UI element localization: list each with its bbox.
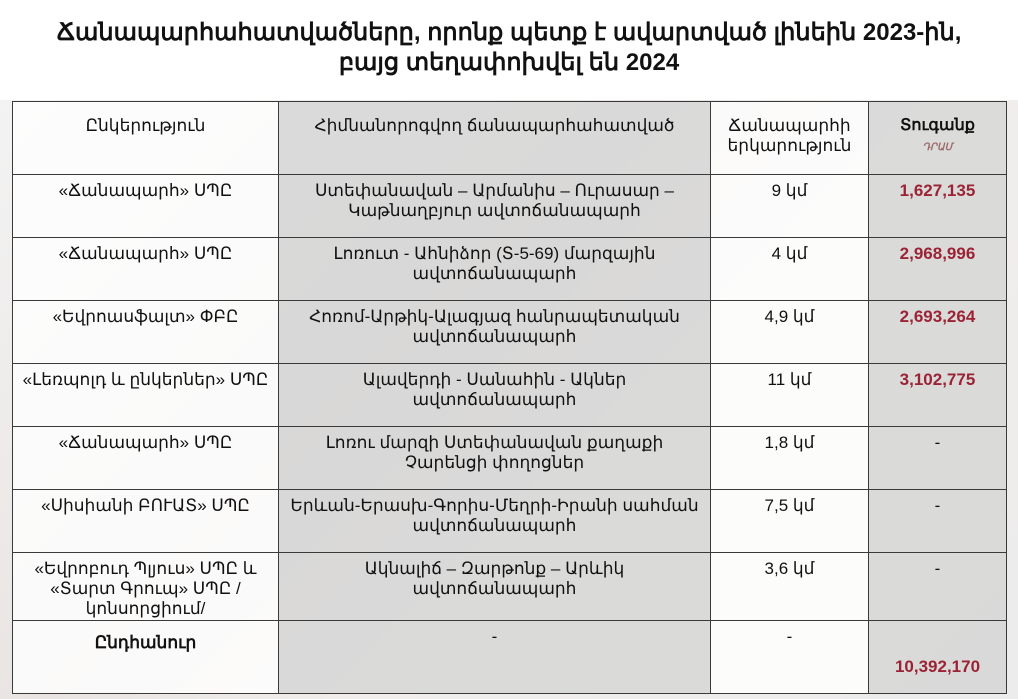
- cell-company: «Ճանապարհ» ՍՊԸ: [13, 175, 279, 238]
- cell-company: «Սիսիանի ԲՈՒԱՏ» ՍՊԸ: [13, 489, 279, 552]
- cell-company: «Լեռպոլդ և ընկերներ» ՍՊԸ: [13, 363, 279, 426]
- header-company: Ընկերություն: [13, 102, 279, 175]
- header-fine-unit: ԴՐԱՄ: [922, 142, 953, 153]
- title-line-1: Ճանապարհահատվածները, որոնք պետք է ավարտված լինեին 2023-ին,: [56, 19, 962, 46]
- cell-company: «Եվրոբուդ Պլյուս» ՍՊԸ և «Տարտ Գրուպ» ՍՊԸ /կոնսորցիում/: [13, 552, 279, 620]
- table-row: [13, 300, 1007, 363]
- header-section: Հիմնանորոգվող ճանապարհահատված: [279, 102, 711, 175]
- total-section: -: [279, 620, 711, 693]
- cell-company: «Ճանապարհ» ՍՊԸ: [13, 237, 279, 300]
- cell-fine: 3,102,775: [869, 363, 1007, 426]
- title-line-2: բայց տեղափոխվել են 2024: [338, 49, 680, 76]
- header-length: Ճանապարհի երկարություն: [711, 102, 869, 175]
- cell-length: 3,6 կմ: [711, 552, 869, 620]
- cell-section: Հոռոմ-Արթիկ-Ալագյազ հանրապետական ավտոճանապարհ: [279, 300, 711, 363]
- cell-section: Ստեփանավան – Արմանիս – Ուրասար – Կաթնաղբյուր ավտոճանապարհ: [279, 175, 711, 238]
- cell-fine: 1,627,135: [869, 175, 1007, 238]
- cell-section: Ալավերդի - Սանահին - Ակներ ավտոճանապարհ: [279, 363, 711, 426]
- table-row: [13, 426, 1007, 489]
- total-row: [13, 620, 1007, 693]
- cell-length: 11 կմ: [711, 363, 869, 426]
- cell-section: Երևան-Երասխ-Գորիս-Մեղրի-Իրանի սահման ավտոճանապարհ: [279, 489, 711, 552]
- page-title: [0, 18, 1018, 78]
- cell-length: 4,9 կմ: [711, 300, 869, 363]
- cell-fine: 2,693,264: [869, 300, 1007, 363]
- table-row: [13, 552, 1007, 620]
- table-header-row: [13, 102, 1007, 175]
- total-fine: 10,392,170: [869, 620, 1007, 693]
- cell-company: «Եվրոասֆալտ» ՓԲԸ: [13, 300, 279, 363]
- total-length: -: [711, 620, 869, 693]
- header-fine-label: Տուգանք: [900, 117, 975, 134]
- cell-section: Լոռու մարզի Ստեփանավան քաղաքի Չարենցի փողոցներ: [279, 426, 711, 489]
- cell-fine: -: [869, 552, 1007, 620]
- cell-section: Ակնալիճ – Զարթոնք – Արևիկ ավտոճանապարհ: [279, 552, 711, 620]
- cell-length: 4 կմ: [711, 237, 869, 300]
- fines-table: [12, 101, 1007, 694]
- cell-length: 9 կմ: [711, 175, 869, 238]
- cell-section: Լոռուտ - Ահնիձոր (Տ-5-69) մարզային ավտոճանապարհ: [279, 237, 711, 300]
- table-row: [13, 175, 1007, 238]
- table-row: [13, 363, 1007, 426]
- cell-length: 1,8 կմ: [711, 426, 869, 489]
- cell-fine: 2,968,996: [869, 237, 1007, 300]
- cell-length: 7,5 կմ: [711, 489, 869, 552]
- table-row: [13, 489, 1007, 552]
- table-row: [13, 237, 1007, 300]
- header-fine: [869, 102, 1007, 175]
- cell-fine: -: [869, 489, 1007, 552]
- total-label: Ընդհանուր: [13, 620, 279, 693]
- cell-fine: -: [869, 426, 1007, 489]
- cell-company: «Ճանապարհ» ՍՊԸ: [13, 426, 279, 489]
